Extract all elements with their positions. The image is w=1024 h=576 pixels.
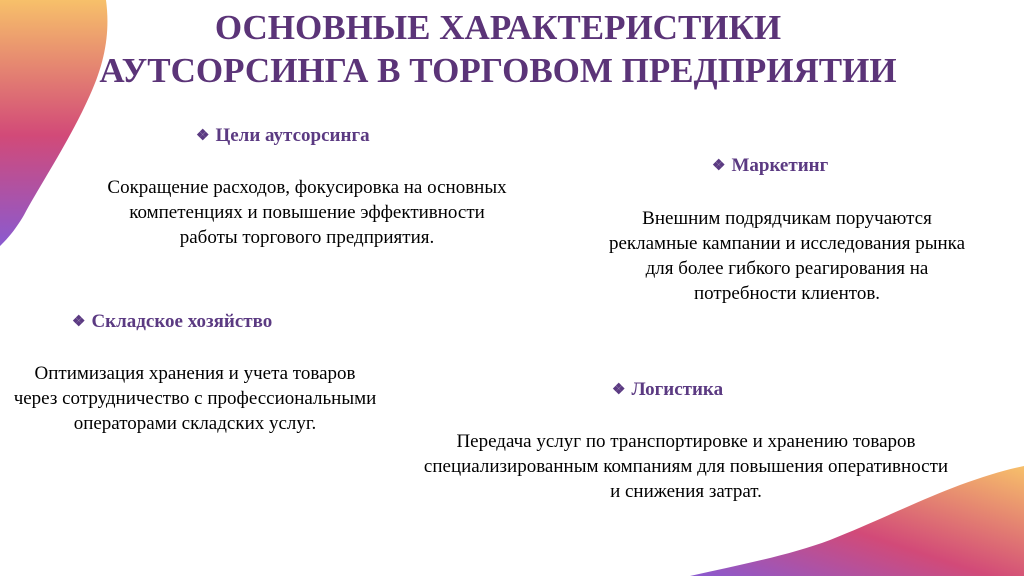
warehouse-heading-text: Складское хозяйство — [91, 311, 273, 332]
section-heading-marketing — [712, 155, 828, 178]
text-line: операторами складских услуг. — [73, 413, 317, 434]
text-line: через сотрудничество с профессиональными — [13, 388, 377, 409]
diamond-bullet-icon: ❖ — [72, 314, 86, 330]
text-line: и снижения затрат. — [610, 481, 762, 502]
goals-heading-text: Цели аутсорсинга — [215, 125, 370, 146]
text-line: компетенциях и повышение эффективности — [129, 202, 485, 223]
goals-text — [52, 175, 562, 250]
text-line: работы торгового предприятия. — [179, 227, 435, 248]
marketing-heading-text: Маркетинг — [731, 155, 829, 176]
diamond-bullet-icon: ❖ — [712, 158, 726, 174]
warehouse-text — [0, 361, 400, 436]
text-line: специализированным компаниям для повышения оперативности — [423, 456, 949, 477]
text-line: потребности клиентов. — [693, 283, 881, 304]
diamond-bullet-icon: ❖ — [196, 128, 210, 144]
text-line: Внешним подрядчикам поручаются — [642, 208, 932, 229]
page-title-line-2: АУТСОРСИНГА В ТОРГОВОМ ПРЕДПРИЯТИИ — [99, 51, 897, 90]
logistics-text — [378, 429, 994, 504]
logistics-heading-text: Логистика — [631, 379, 724, 400]
text-line: Оптимизация хранения и учета товаров — [34, 363, 356, 384]
section-heading-warehouse — [72, 311, 272, 334]
section-heading-logistics — [612, 379, 723, 402]
marketing-text — [572, 206, 1002, 306]
text-line: для более гибкого реагирования на — [645, 258, 929, 279]
section-heading-goals — [196, 125, 370, 148]
diamond-bullet-icon: ❖ — [612, 382, 626, 398]
text-line: Сокращение расходов, фокусировка на основных — [107, 177, 507, 198]
text-line: Передача услуг по транспортировке и хранению товаров — [456, 431, 916, 452]
page-title-line-1: ОСНОВНЫЕ ХАРАКТЕРИСТИКИ — [214, 8, 782, 47]
text-line: рекламные кампании и исследования рынка — [608, 233, 966, 254]
